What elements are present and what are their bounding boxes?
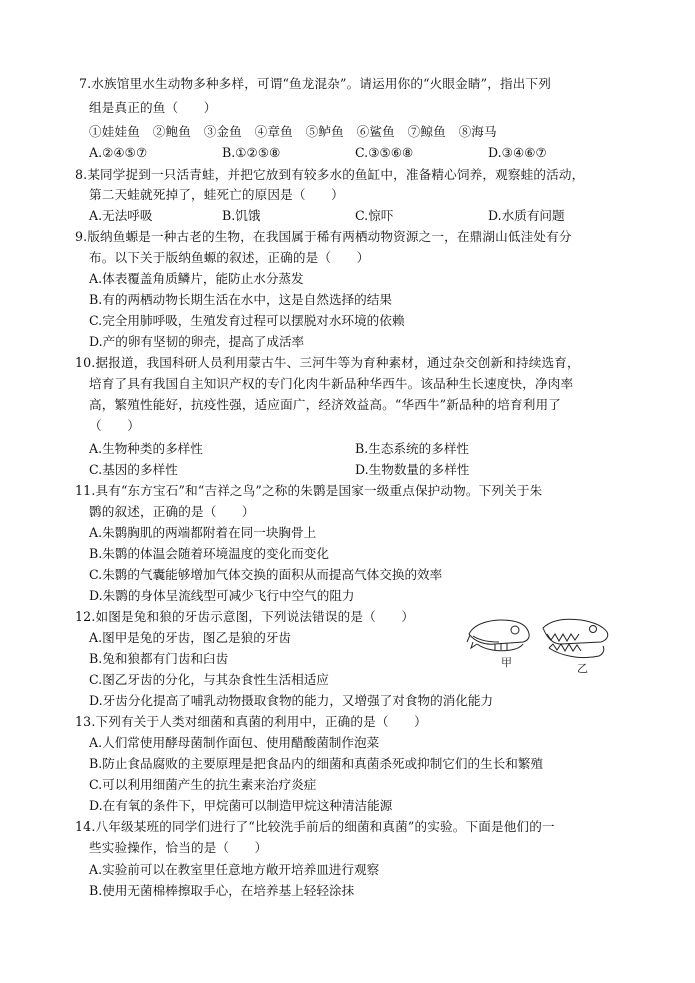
q11-option-a: A.朱鹮胸肌的两端都附着在同一块胸骨上 — [89, 525, 317, 540]
q8-stem-line-2: 第二天蛙就死掉了，蛙死亡的原因是（ ） — [89, 187, 344, 202]
q11-option-b: B.朱鹮的体温会随着环境温度的变化而变化 — [89, 546, 329, 561]
q14-stem-line-1: 14.八年级某班的同学们进行了“比较洗手前后的细菌和真菌”的实验。下面是他们的一 — [75, 819, 555, 834]
q7-items: ①娃娃鱼 ②鲍鱼 ③金鱼 ④章鱼 ⑤鲈鱼 ⑥鲨鱼 ⑦鲸鱼 ⑧海马 — [89, 124, 497, 139]
teeth-diagram-svg — [465, 612, 615, 674]
q9-option-a: A.体表覆盖角质鳞片，能防止水分蒸发 — [89, 271, 304, 286]
wolf-skull-drawing — [543, 619, 608, 657]
q10-stem-line-2: 培育了具有我国自主知识产权的专门化肉牛新品种华西牛。该品种生长速度快，净肉率 — [89, 376, 574, 391]
teeth-figure — [465, 612, 615, 674]
q11-option-d: D.朱鹮的身体呈流线型可减少飞行中空气的阻力 — [89, 588, 355, 603]
q12-option-b: B.兔和狼都有门齿和臼齿 — [89, 651, 229, 666]
q9-stem-line-1: 9.版纳鱼螈是一种古老的生物，在我国属于稀有两栖动物资源之一，在鼎湖山低洼处有分 — [75, 229, 572, 244]
q12-stem-line-1: 12.如图是兔和狼的牙齿示意图，下列说法错误的是（ ） — [75, 609, 415, 624]
q10-stem-line-1: 10.据报道，我国科研人员利用蒙古牛、三河牛等为育种素材，通过杂交创新和持续选育， — [75, 355, 580, 370]
q10-option-a: A.生物种类的多样性 — [89, 441, 203, 456]
q8-option-b: B.饥饿 — [222, 208, 261, 223]
q12-option-a: A.图甲是兔的牙齿，图乙是狼的牙齿 — [89, 630, 292, 645]
q9-stem-line-2: 布。以下关于版纳鱼螈的叙述，正确的是（ ） — [89, 250, 370, 265]
q13-option-b: B.防止食品腐败的主要原理是把食品内的细菌和真菌杀死或抑制它们的生长和繁殖 — [89, 756, 544, 771]
q8-option-a: A.无法呼吸 — [89, 208, 153, 223]
q10-option-b: B.生态系统的多样性 — [355, 441, 470, 456]
q10-stem-line-4: （ ） — [89, 418, 140, 433]
q8-option-c: C.惊吓 — [355, 208, 394, 223]
q12-option-d: D.牙齿分化提高了哺乳动物摄取食物的能力，又增强了对食物的消化能力 — [89, 693, 494, 708]
q7-option-d: D.③④⑥⑦ — [488, 145, 547, 160]
q13-option-a: A.人们常使用酵母菌制作面包、使用醋酸菌制作泡菜 — [89, 735, 380, 750]
q10-option-d: D.生物数量的多样性 — [355, 462, 470, 477]
q11-stem-line-1: 11.具有“东方宝石”和“吉祥之鸟”之称的朱鹮是国家一级重点保护动物。下列关于朱 — [75, 483, 543, 498]
q9-option-c: C.完全用肺呼吸，生殖发育过程可以摆脱对水环境的依赖 — [89, 313, 405, 328]
q11-stem-line-2: 鹮的叙述，正确的是（ ） — [89, 504, 255, 519]
q7-option-b: B.①②⑤⑧ — [222, 145, 281, 160]
q11-option-c: C.朱鹮的气囊能够增加气体交换的面积从而提高气体交换的效率 — [89, 567, 443, 582]
figure-label-jia: 甲 — [501, 656, 512, 669]
q7-stem-line-2: 组是真正的鱼（ ） — [89, 100, 217, 115]
q13-stem-line-1: 13.下列有关于人类对细菌和真菌的利用中，正确的是（ ） — [75, 714, 427, 729]
q10-stem-line-3: 高，繁殖性能好，抗疫性强，适应面广，经济效益高。“华西牛”新品种的培育利用了 — [89, 397, 561, 412]
figure-label-yi: 乙 — [577, 662, 588, 674]
q14-option-a: A.实验前可以在教室里任意地方敞开培养皿进行观察 — [89, 862, 380, 877]
q9-option-b: B.有的两栖动物长期生活在水中，这是自然选择的结果 — [89, 292, 392, 307]
q7-stem-line-1: 7.水族馆里水生动物多种多样，可谓“鱼龙混杂”。请运用你的“火眼金睛”，指出下列 — [79, 76, 551, 91]
q10-option-c: C.基因的多样性 — [89, 462, 178, 477]
q12-option-c: C.图乙牙齿的分化，与其杂食性生活相适应 — [89, 672, 329, 687]
q8-option-d: D.水质有问题 — [488, 208, 565, 223]
q13-option-d: D.在有氧的条件下，甲烷菌可以制造甲烷这种清洁能源 — [89, 798, 393, 813]
q14-option-b: B.使用无菌棉棒擦取手心，在培养基上轻轻涂抹 — [89, 883, 355, 898]
q13-option-c: C.可以利用细菌产生的抗生素来治疗炎症 — [89, 777, 317, 792]
q7-option-c: C.③⑤⑥⑧ — [355, 145, 414, 160]
rabbit-skull-drawing — [467, 620, 529, 651]
q9-option-d: D.产的卵有坚韧的卵壳，提高了成活率 — [89, 334, 305, 349]
q14-stem-line-2: 些实验操作，恰当的是（ ） — [89, 840, 268, 855]
q7-option-a: A.②④⑤⑦ — [89, 145, 148, 160]
q8-stem-line-1: 8.某同学捉到一只活青蛙，并把它放到有较多水的鱼缸中，准备精心饲养，观察蛙的活动， — [75, 167, 585, 182]
